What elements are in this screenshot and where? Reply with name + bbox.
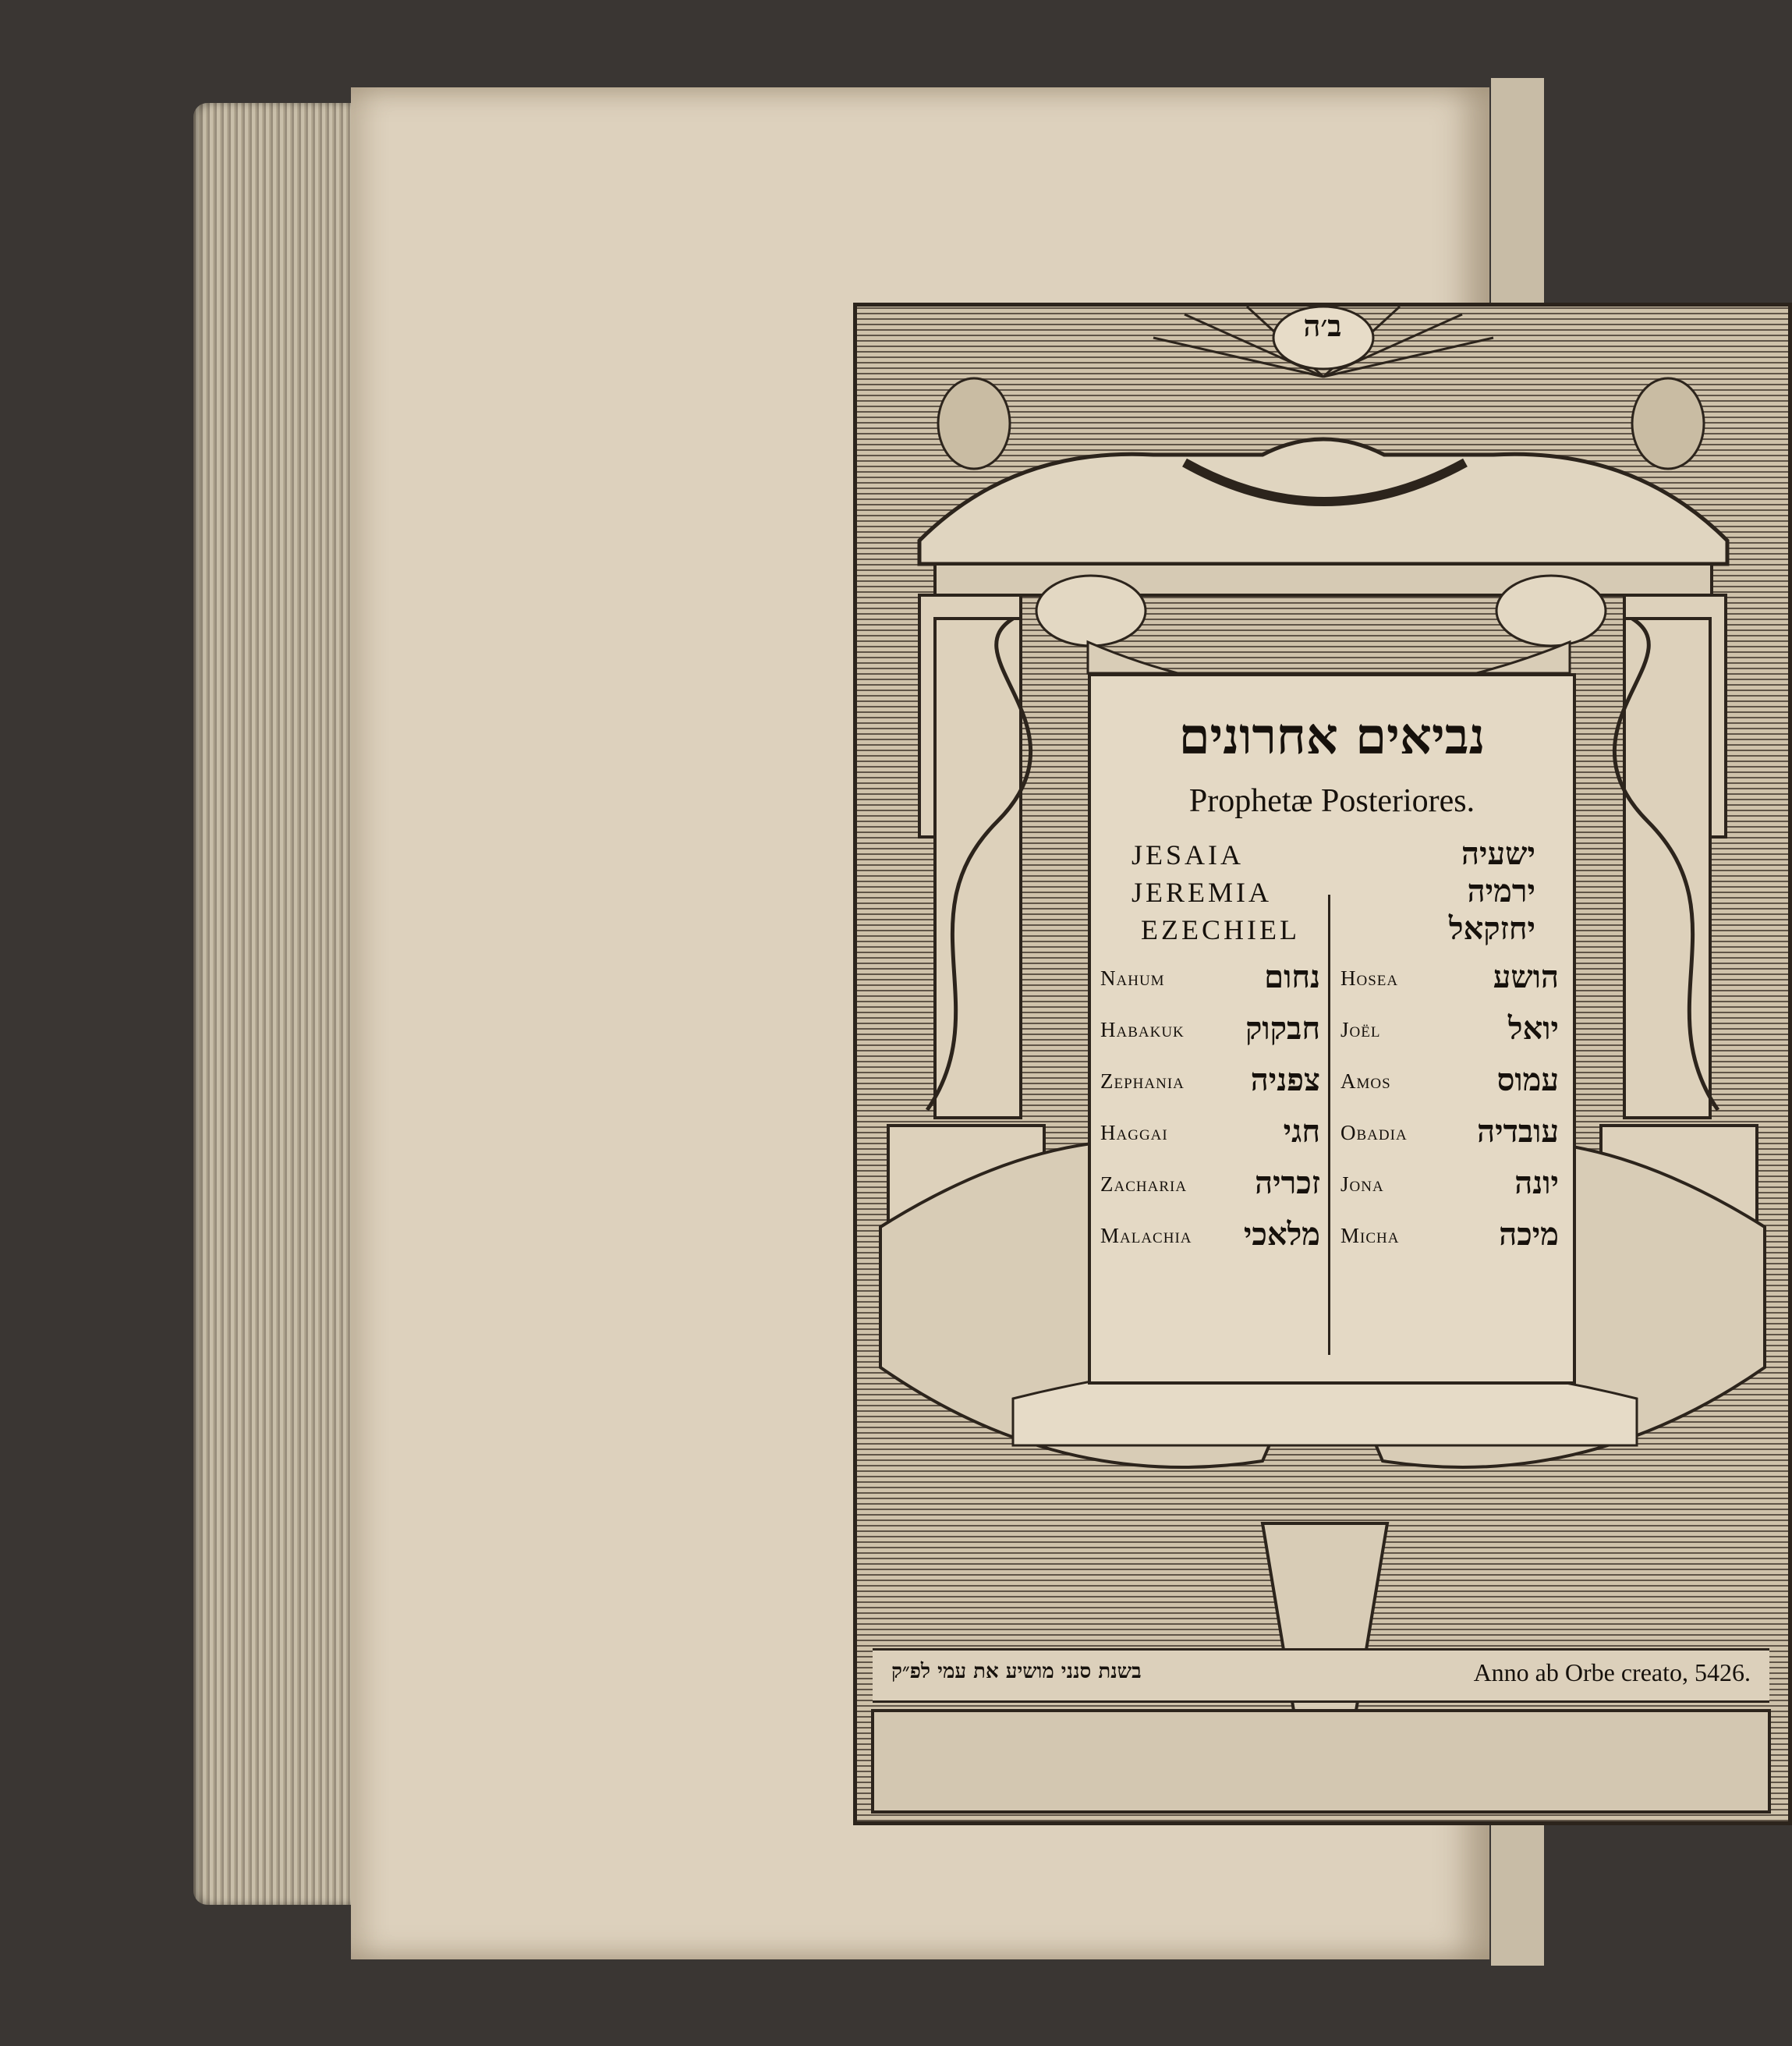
hebrew-title: נביאים אחרונים	[1178, 707, 1486, 766]
minor-prophet-latin: Nahum	[1100, 966, 1165, 990]
minor-prophet-hebrew: הושע	[1493, 959, 1559, 995]
minor-prophet-latin: Amos	[1340, 1069, 1391, 1093]
title-tablet	[1088, 673, 1576, 1385]
book-page	[351, 87, 1751, 1959]
minor-prophet-hebrew: עובדיה	[1477, 1113, 1559, 1150]
left-column-shaft	[935, 619, 1021, 1118]
major-prophet-latin: JEREMIA	[1132, 877, 1272, 908]
minor-prophet-hebrew: נחום	[1264, 959, 1320, 995]
right-urn	[1632, 378, 1704, 469]
minor-prophet-hebrew: יואל	[1507, 1010, 1559, 1047]
minor-prophet-latin: Obadia	[1340, 1121, 1408, 1144]
minor-prophet-latin: Haggai	[1100, 1121, 1168, 1144]
monogram-text: ב׳ה	[1303, 308, 1342, 343]
minor-prophet-hebrew: חגי	[1283, 1113, 1320, 1150]
minor-prophet-latin: Jona	[1340, 1172, 1384, 1196]
latin-date-line: Anno ab Orbe creato, 5426.	[1473, 1658, 1751, 1686]
minor-prophet-latin: Malachia	[1100, 1224, 1192, 1247]
woodcut-title-frame	[853, 303, 1792, 1825]
minor-prophet-hebrew: מיכה	[1499, 1216, 1559, 1253]
minor-prophet-latin: Zephania	[1100, 1069, 1185, 1093]
right-column-shaft	[1624, 619, 1710, 1118]
monogram-crest	[857, 308, 1788, 344]
column-divider	[1328, 895, 1330, 1355]
imprint-band	[873, 1648, 1769, 1703]
minor-prophet-latin: Habakuk	[1100, 1018, 1185, 1041]
minor-prophet-hebrew: צפניה	[1250, 1062, 1320, 1098]
minor-prophet-hebrew: יונה	[1514, 1165, 1559, 1201]
minor-prophet-hebrew: חבקוק	[1245, 1010, 1320, 1047]
minor-prophet-hebrew: מלאכי	[1243, 1216, 1320, 1253]
right-cherub	[1496, 576, 1606, 646]
major-prophet-latin: JESAIA	[1132, 839, 1245, 871]
minor-prophet-hebrew: עמוס	[1496, 1062, 1559, 1098]
major-prophet-hebrew: יחזקאל	[1448, 910, 1535, 947]
latin-title: Prophetæ Posteriores.	[1188, 783, 1475, 819]
book-page-edges	[193, 103, 367, 1905]
major-prophet-hebrew: ישעיה	[1461, 835, 1535, 872]
minor-prophet-latin: Joël	[1340, 1018, 1381, 1041]
ground	[873, 1711, 1769, 1812]
minor-prophet-latin: Micha	[1340, 1224, 1400, 1247]
major-prophet-hebrew: ירמיה	[1467, 873, 1535, 910]
left-urn	[938, 378, 1010, 469]
left-cherub	[1036, 576, 1146, 646]
hebrew-date-line: בשנת סנני מושיע את עמי לפ״ק	[891, 1660, 1142, 1683]
minor-prophet-latin: Hosea	[1340, 966, 1399, 990]
minor-prophet-hebrew: זכריה	[1255, 1165, 1320, 1201]
major-prophet-latin: EZECHIEL	[1141, 914, 1300, 945]
minor-prophet-latin: Zacharia	[1100, 1172, 1188, 1196]
